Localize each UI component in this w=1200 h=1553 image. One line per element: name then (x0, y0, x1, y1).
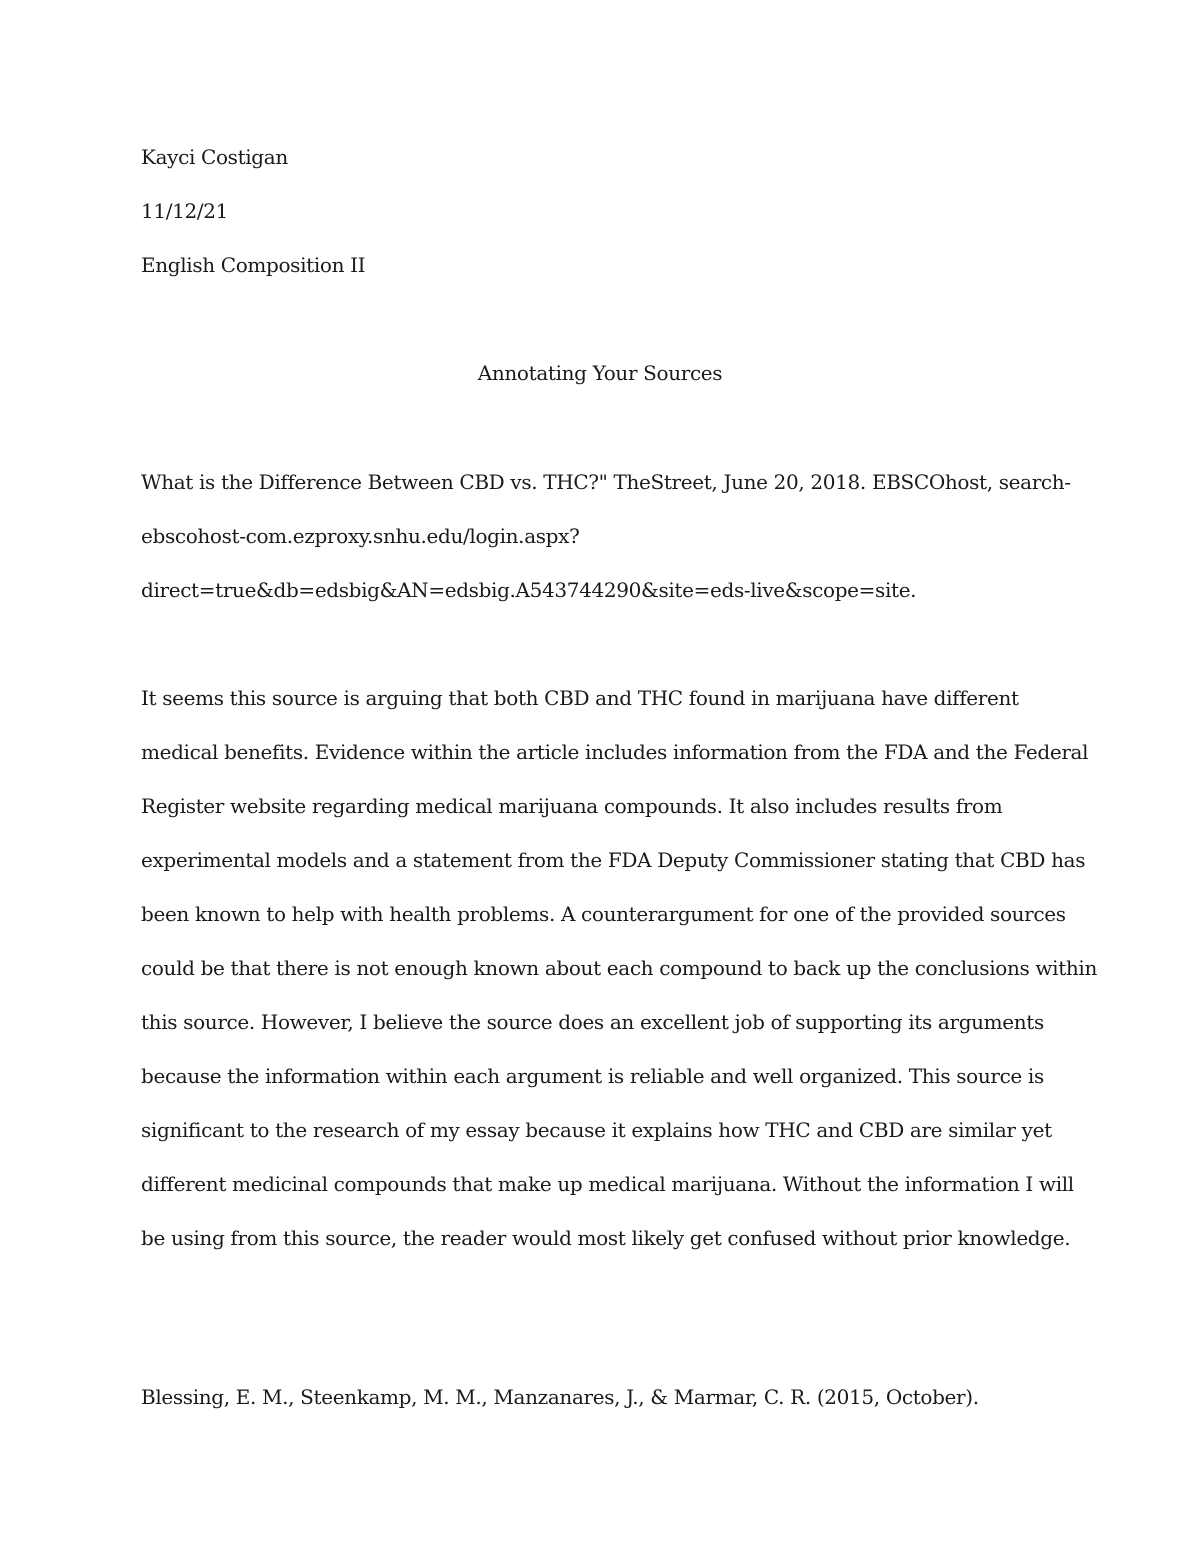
citation-1-line: ebscohost-com.ezproxy.snhu.edu/login.aspx? (141, 524, 580, 548)
annotation-1-line: different medicinal compounds that make up medical marijuana. Without the information I will (141, 1172, 1074, 1196)
annotation-1-line: been known to help with health problems. A counterargument for one of the provided sources (141, 902, 1066, 926)
annotation-1-line: It seems this source is arguing that both CBD and THC found in marijuana have different (141, 686, 1019, 710)
annotation-1-line: significant to the research of my essay because it explains how THC and CBD are similar yet (141, 1118, 1052, 1142)
citation-1-line: direct=true&db=edsbig&AN=edsbig.A543744290&site=eds-live&scope=site. (141, 578, 917, 602)
annotation-1-line: experimental models and a statement from the FDA Deputy Commissioner stating that CBD has (141, 848, 1086, 872)
author-name: Kayci Costigan (141, 145, 288, 169)
annotation-1-line: because the information within each argument is reliable and well organized. This source is (141, 1064, 1044, 1088)
annotation-1-line: could be that there is not enough known about each compound to back up the conclusions within (141, 956, 1098, 980)
assignment-date: 11/12/21 (141, 199, 229, 223)
citation-1-line: What is the Difference Between CBD vs. THC?" TheStreet, June 20, 2018. EBSCOhost, search- (141, 470, 1071, 494)
annotation-1-line: medical benefits. Evidence within the article includes information from the FDA and the Federal (141, 740, 1089, 764)
annotation-1-line: be using from this source, the reader would most likely get confused without prior knowledge. (141, 1226, 1071, 1250)
annotation-1-line: this source. However, I believe the source does an excellent job of supporting its arguments (141, 1010, 1044, 1034)
course-name: English Composition II (141, 253, 366, 277)
annotation-1-line: Register website regarding medical marijuana compounds. It also includes results from (141, 794, 1003, 818)
document-title: Annotating Your Sources (477, 361, 723, 385)
citation-2-line: Blessing, E. M., Steenkamp, M. M., Manzanares, J., & Marmar, C. R. (2015, October). (141, 1385, 979, 1409)
